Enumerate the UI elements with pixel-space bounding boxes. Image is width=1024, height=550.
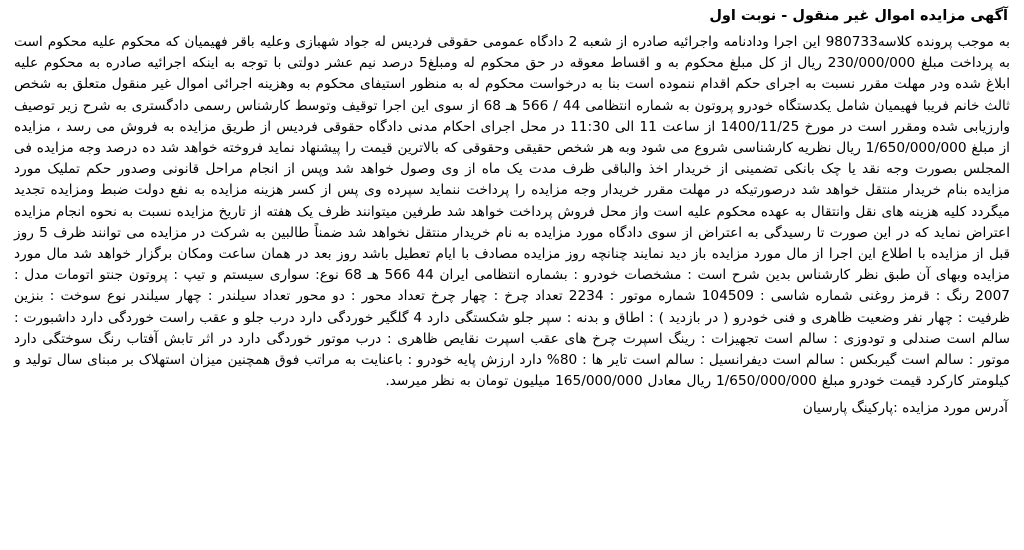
notice-body: به موجب پرونده کلاسه980733 این اجرا ودادنامه واجرائیه صادره از شعبه 2 دادگاه عمومی حقوقی فردیس له جواد شهبازی وعلیه باقر فهیمیان که محکوم علیه محکوم است به پرداخت مبلغ 230/000/000 ریال از کل مبلغ محکوم به و اقساط معوقه در حق محکوم له ومبلغ5 درصد نیم عشر دولتی با توجه به اینکه اجرائیه صادره به محکوم علیه ابلاغ شده ودر مهلت مقرر نسبت به اجرای حکم اقدام ننموده است بنا به درخواست محکوم له به منظور استیفای محکوم به وهزینه اجرائی اموال غیر منقول متعلق به شخص ثالث خانم فریبا فهیمیان شامل یکدستگاه خودرو پروتون به شماره انتظامی 44 / 566 هـ 68 از سوی این اجرا توقیف وتوسط کارشناس رسمی دادگستری به شرح زیر توصیف وارزیابی شده ومقرر است در مورخ 1400/11/25 از ساعت 11 الی 11:30 در محل اجرای احکام مدنی دادگاه حقوقی فردیس از طریق مزایده به فروش می رسد ، مزایده از مبلغ 1/650/000/000 ریال نظریه کارشناسی شروع می شود وبه هر شخص حقیقی وحقوقی که بالاترین قیمت را پیشنهاد نماید فروخته خواهد شد ده درصد وجه مزایده فی المجلس بصورت وجه نقد یا چک بانکی تضمینی از خریدار اخذ والباقی ظرف مدت یک ماه از وی وصول خواهد شد وپس از انجام مراحل قانونی وصدور حکم تملیک مورد مزایده بنام خریدار منتقل خواهد شد درصورتیکه در مهلت مقرر خریدار وجه مزایده را پرداخت ننماید سپرده وی پس از کسر هزینه مزایده به نفع دولت ضبط ومزایده تجدید میگردد کلیه هزینه های نقل وانتقال به عهده محکوم علیه است واز محل فروش پرداخت خواهد شد طرفین میتوانند ظرف یک هفته از تاریخ مزایده نسبت به نحوه انجام مزایده اعتراض نماید که در این صورت تا رسیدگی به اعتراض از سوی دادگاه مورد مزایده به نام خریدار منتقل نخواهد شد ضمناً طالبین به شرکت در مزایده می توانند ظرف 5 روز قبل از مزایده با اطلاع این اجرا از مال مورد مزایده باز دید نمایند چنانچه روز مزایده مصادف با ایام تعطیل باشد روز بعد در همان ساعت ومکان برگزار خواهد شد مال مورد مزایده وبهای آن طبق نظر کارشناس بدین شرح است : مشخصات خودرو : بشماره انتظامی ایران 44 566 هـ 68 نوع: سواری سیستم و تیپ : پروتون جنتو اتومات مدل : 2007 رنگ : قرمز روغنی شماره شاسی : 104509 شماره موتور : 2234 تعداد چرخ : چهار چرخ تعداد محور : دو محور تعداد سیلندر : چهار سیلندر نوع سوخت : بنزین ظرفیت : چهار نفر وضعیت ظاهری و فنی خودرو ( در بازدید ) : اطاق و بدنه : سپر جلو شکستگی دارد 4 گلگیر خوردگی دارد درب جلو و عقب راست خوردگی دارد داشبورت : سالم است صندلی و تودوزی : سالم است تجهیزات : رینگ اسپرت چرخ های عقب اسپرت نقایص ظاهری : درب موتور خوردگی دارد در اثر تابش آفتاب رنگ سوختگی دارد موتور : سالم است گیربکس : سالم است دیفرانسیل : سالم است تایر ها : 80% دارد ارزش پایه خودرو : باعنایت به مراتب فوق همچنین میزان استهلاک بر مبنای سال تولید و کیلومتر کارکرد قیمت خودرو مبلغ 1/650/000/000 ریال معادل 165/000/000 میلیون تومان به نظر میرسد. bbox=[14, 34, 1011, 390]
notice-address: آدرس مورد مزایده :پارکینگ پارسیان bbox=[802, 400, 1008, 417]
notice-title: آگهی مزایده اموال غیر منقول - نوبت اول bbox=[709, 8, 1008, 24]
